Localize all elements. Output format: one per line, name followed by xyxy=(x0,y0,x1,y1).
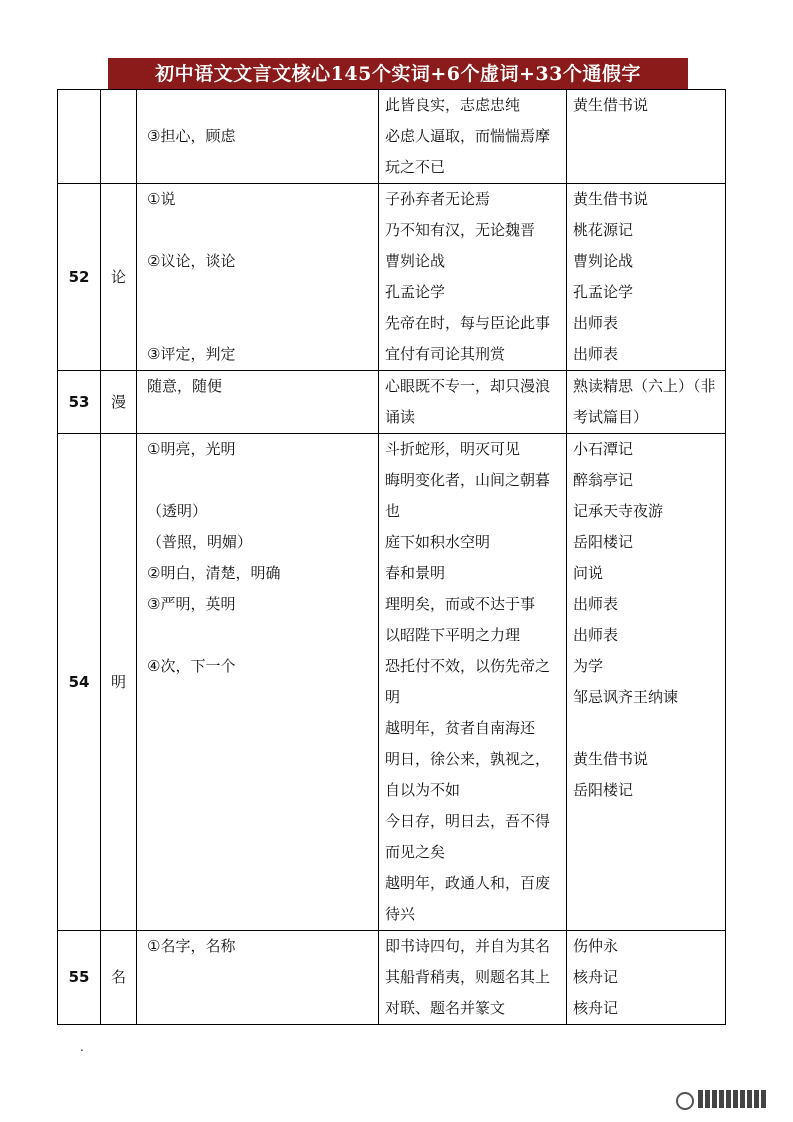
entry-character: 论 xyxy=(101,184,137,371)
source-line: 伤仲永 xyxy=(573,937,619,955)
example-line: 越明年，贫者自南海还 xyxy=(385,719,536,737)
entry-character xyxy=(101,90,137,184)
entry-number xyxy=(58,90,101,184)
example-line: 庭下如积水空明 xyxy=(385,533,491,551)
bars-icon xyxy=(698,1090,768,1112)
example-line: 待兴 xyxy=(385,905,416,923)
meaning-line xyxy=(143,775,372,806)
page-title: 初中语文文言文核心145个实词+6个虚词+33个通假字 xyxy=(108,58,688,90)
source-line: 岳阳楼记 xyxy=(573,533,634,551)
source-line: 出师表 xyxy=(573,595,619,613)
source-line: 黄生借书说 xyxy=(573,750,649,768)
meaning-line: ②议论，谈论 xyxy=(147,252,236,270)
meaning-line: ③评定，判定 xyxy=(147,345,236,363)
meaning-line xyxy=(143,277,372,308)
example-line: 以昭陛下平明之力理 xyxy=(385,626,521,644)
examples-cell xyxy=(379,434,567,931)
meanings-cell xyxy=(137,371,379,434)
meaning-line: ③担心，顾虑 xyxy=(147,127,236,145)
example-line: 宜付有司论其刑赏 xyxy=(385,345,506,363)
example-line: 必虑人逼取，而惴惴焉摩 xyxy=(385,127,551,145)
meaning-line: ①说 xyxy=(147,190,176,208)
source-line: 核舟记 xyxy=(573,968,619,986)
source-line: 曹刿论战 xyxy=(573,252,634,270)
source-line xyxy=(573,713,719,744)
meaning-line xyxy=(143,402,372,433)
example-line: 心眼既不专一，却只漫浪 xyxy=(385,377,551,395)
sources-cell xyxy=(567,434,726,931)
examples-cell xyxy=(379,184,567,371)
meaning-line xyxy=(143,868,372,899)
meaning-line xyxy=(143,837,372,868)
sources-cell xyxy=(567,371,726,434)
example-line: 理明矣，而或不达于事 xyxy=(385,595,536,613)
source-line xyxy=(573,121,719,152)
meaning-line: ②明白，清楚，明确 xyxy=(147,564,281,582)
meaning-line: ③严明，英明 xyxy=(147,595,236,613)
source-line: 出师表 xyxy=(573,626,619,644)
examples-cell xyxy=(379,931,567,1025)
sources-cell xyxy=(567,90,726,184)
meaning-line xyxy=(143,744,372,775)
meaning-line xyxy=(143,682,372,713)
meaning-line xyxy=(143,713,372,744)
example-line: 孔孟论学 xyxy=(385,283,446,301)
example-line: 明 xyxy=(385,688,401,706)
table-row xyxy=(58,931,726,1025)
meaning-line xyxy=(143,806,372,837)
meaning-line xyxy=(143,308,372,339)
example-line: 而见之矣 xyxy=(385,843,446,861)
source-line: 为学 xyxy=(573,657,604,675)
entry-character: 漫 xyxy=(101,371,137,434)
example-line: 对联、题名并篆文 xyxy=(385,999,506,1017)
meanings-cell xyxy=(137,931,379,1025)
entry-number: 53 xyxy=(58,371,101,434)
example-line: 诵读 xyxy=(385,408,416,426)
source-line: 熟读精思（六上）（非 xyxy=(573,377,716,395)
example-line: 乃不知有汉，无论魏晋 xyxy=(385,221,536,239)
example-line: 也 xyxy=(385,502,401,520)
source-line xyxy=(573,152,719,183)
meaning-line: （普照，明媚） xyxy=(147,533,253,551)
table-row xyxy=(58,434,726,931)
entry-number: 54 xyxy=(58,434,101,931)
example-line: 即书诗四句，并自为其名 xyxy=(385,937,551,955)
example-line: 晦明变化者，山间之朝暮 xyxy=(385,471,551,489)
entry-character: 明 xyxy=(101,434,137,931)
source-line: 黄生借书说 xyxy=(573,96,649,114)
meanings-cell xyxy=(137,90,379,184)
meaning-line xyxy=(143,962,372,993)
table-row xyxy=(58,90,726,184)
examples-cell xyxy=(379,371,567,434)
source-line: 醉翁亭记 xyxy=(573,471,634,489)
example-line: 玩之不已 xyxy=(385,158,446,176)
source-line: 小石潭记 xyxy=(573,440,634,458)
watermark-logo xyxy=(676,1088,774,1110)
example-line: 自以为不如 xyxy=(385,781,461,799)
source-line xyxy=(573,868,719,899)
entry-character: 名 xyxy=(101,931,137,1025)
source-line: 出师表 xyxy=(573,345,619,363)
source-line xyxy=(573,806,719,837)
source-line: 记承天寺夜游 xyxy=(573,502,664,520)
example-line: 子孙弃者无论焉 xyxy=(385,190,491,208)
meaning-line: （透明） xyxy=(147,502,208,520)
meaning-line xyxy=(143,215,372,246)
source-line xyxy=(573,837,719,868)
source-line: 考试篇目） xyxy=(573,408,649,426)
meaning-line xyxy=(143,620,372,651)
sources-cell xyxy=(567,931,726,1025)
meaning-line xyxy=(143,152,372,183)
meaning-line: 随意，随便 xyxy=(147,377,223,395)
example-line: 此皆良实，志虑忠纯 xyxy=(385,96,521,114)
example-line: 越明年，政通人和，百废 xyxy=(385,874,551,892)
source-line: 问说 xyxy=(573,564,604,582)
footer-dot: . xyxy=(80,1040,84,1054)
table-row xyxy=(58,184,726,371)
vocab-table-body xyxy=(58,90,726,1025)
source-line: 邹忌讽齐王纳谏 xyxy=(573,688,679,706)
meaning-line xyxy=(143,993,372,1024)
source-line: 桃花源记 xyxy=(573,221,634,239)
meaning-line xyxy=(143,90,372,121)
example-line: 其船背稍夷，则题名其上 xyxy=(385,968,551,986)
examples-cell xyxy=(379,90,567,184)
entry-number: 55 xyxy=(58,931,101,1025)
meaning-line: ④次，下一个 xyxy=(147,657,236,675)
entry-number: 52 xyxy=(58,184,101,371)
meanings-cell xyxy=(137,434,379,931)
source-line: 黄生借书说 xyxy=(573,190,649,208)
source-line: 核舟记 xyxy=(573,999,619,1017)
example-line: 今日存，明日去，吾不得 xyxy=(385,812,551,830)
meaning-line: ①明亮，光明 xyxy=(147,440,236,458)
meanings-cell xyxy=(137,184,379,371)
source-line: 孔孟论学 xyxy=(573,283,634,301)
example-line: 春和景明 xyxy=(385,564,446,582)
example-line: 先帝在时，每与臣论此事 xyxy=(385,314,551,332)
circle-icon xyxy=(676,1092,694,1110)
source-line xyxy=(573,899,719,930)
vocab-table xyxy=(57,89,726,1025)
sources-cell xyxy=(567,184,726,371)
meaning-line xyxy=(143,899,372,930)
meaning-line: ①名字，名称 xyxy=(147,937,236,955)
table-row xyxy=(58,371,726,434)
example-line: 曹刿论战 xyxy=(385,252,446,270)
example-line: 恐托付不效，以伤先帝之 xyxy=(385,657,551,675)
meaning-line xyxy=(143,465,372,496)
source-line: 岳阳楼记 xyxy=(573,781,634,799)
example-line: 斗折蛇形，明灭可见 xyxy=(385,440,521,458)
example-line: 明日，徐公来，孰视之， xyxy=(385,750,551,768)
source-line: 出师表 xyxy=(573,314,619,332)
